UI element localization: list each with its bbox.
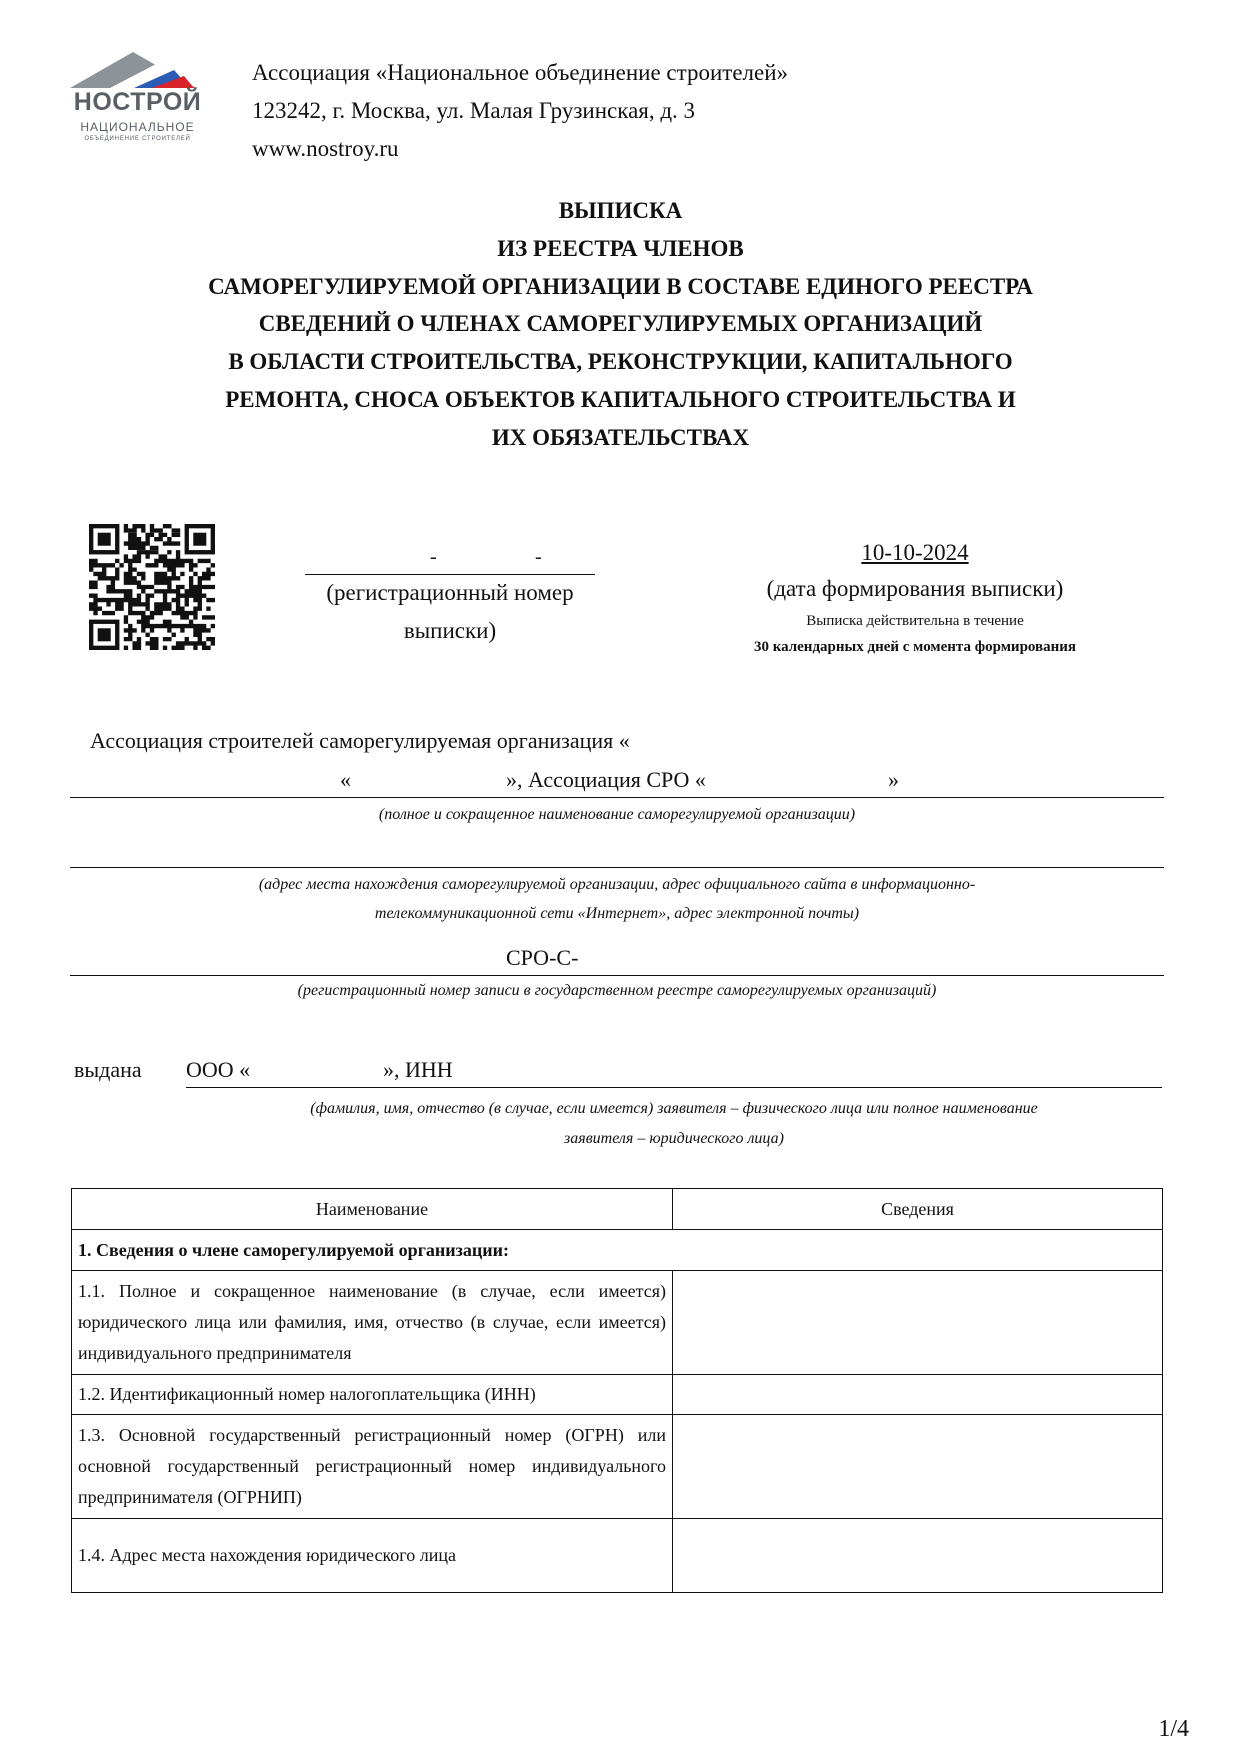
sro-address-rule (70, 867, 1164, 868)
table-row-2-value (673, 1375, 1163, 1415)
member-info-table (71, 1188, 1163, 1593)
table-row-3-name: 1.3. Основной государственный регистрационный номер (ОГРН) или основной государственный регистрационный номер индивидуального предпринимателя (ОГРНИП) (72, 1415, 673, 1519)
qr-code-icon (89, 524, 215, 650)
table-header-row (72, 1189, 1163, 1230)
date-caption: (дата формирования выписки) (766, 576, 1064, 601)
title-line-6: РЕМОНТА, СНОСА ОБЪЕКТОВ КАПИТАЛЬНОГО СТРОИТЕЛЬСТВА И (225, 387, 1016, 412)
registration-number-line (305, 546, 595, 575)
sro-name-short: », Ассоциация СРО « (506, 767, 706, 792)
org-name: Ассоциация «Национальное объединение строителей» (252, 60, 789, 85)
sro-name-close-quote: » (888, 767, 899, 792)
date-value (790, 540, 1040, 566)
logo-subtitle: НАЦИОНАЛЬНОЕ (80, 120, 195, 134)
org-address: 123242, г. Москва, ул. Малая Грузинская, д. 3 (252, 98, 696, 123)
date-value-text: 10-10-2024 (861, 540, 969, 565)
validity-line-1: Выписка действительна в течение (806, 613, 1024, 629)
org-site: www.nostroy.ru (252, 136, 399, 161)
title-line-4: СВЕДЕНИЙ О ЧЛЕНАХ САМОРЕГУЛИРУЕМЫХ ОРГАНИЗАЦИЙ (258, 311, 983, 336)
table-row (72, 1375, 1163, 1415)
table-row-1-name: 1.1. Полное и сокращенное наименование (в случае, если имеется) юридического лица или фамилия, имя, отчество (в случае, если имеется) индивидуального предпринимателя (72, 1271, 673, 1375)
issued-caption-1: (фамилия, имя, отчество (в случае, если имеется) заявителя – физического лица или полное наименование (310, 1100, 1038, 1117)
issued-caption-2: заявителя – юридического лица) (564, 1130, 784, 1147)
nostroy-logo (70, 50, 205, 150)
table-header-info: Сведения (673, 1189, 1163, 1230)
sro-name-line-1: Ассоциация строителей саморегулируемая организация « (90, 728, 630, 753)
issued-org-inn: », ИНН (383, 1057, 453, 1082)
table-header-name: Наименование (72, 1189, 673, 1230)
table-row (72, 1415, 1163, 1519)
issued-label: выдана (74, 1057, 142, 1082)
title-line-2: ИЗ РЕЕСТРА ЧЛЕНОВ (497, 236, 744, 261)
qr-code (89, 524, 215, 650)
table-section-title: 1. Сведения о члене саморегулируемой организации: (72, 1230, 1163, 1271)
sro-address-caption-1: (адрес места нахождения саморегулируемой организации, адрес официального сайта в информационно- (258, 876, 976, 893)
logo-roof-icon (70, 50, 205, 90)
table-row (72, 1519, 1163, 1593)
sro-name-caption: (полное и сокращенное наименование саморегулируемой организации) (378, 806, 856, 823)
issued-rule (186, 1087, 1162, 1088)
table-row-4-value (673, 1519, 1163, 1593)
title-line-1: ВЫПИСКА (558, 198, 683, 223)
logo-title: НОСТРОЙ (73, 88, 202, 116)
title-line-3: САМОРЕГУЛИРУЕМОЙ ОРГАНИЗАЦИИ В СОСТАВЕ ЕДИНОГО РЕЕСТРА (208, 274, 1033, 299)
title-line-5: В ОБЛАСТИ СТРОИТЕЛЬСТВА, РЕКОНСТРУКЦИИ, КАПИТАЛЬНОГО (228, 349, 1013, 374)
table-row-1-value (673, 1271, 1163, 1375)
sro-reg-caption: (регистрационный номер записи в государственном реестре саморегулируемых организаций) (297, 982, 937, 999)
registration-dash-2: - (535, 546, 542, 568)
registration-caption-1: (регистрационный номер (326, 580, 574, 605)
table-row-2-name: 1.2. Идентификационный номер налогоплательщика (ИНН) (72, 1375, 673, 1415)
sro-reg-number: СРО-С- (506, 945, 579, 970)
logo-subtitle-small: ОБЪЕДИНЕНИЕ СТРОИТЕЛЕЙ (84, 136, 191, 142)
validity-line-2: 30 календарных дней с момента формирования (753, 639, 1077, 655)
page-number: 1/4 (1158, 1716, 1189, 1742)
registration-dash-1: - (430, 546, 437, 568)
sro-name-rule (70, 797, 1164, 798)
table-section-row (72, 1230, 1163, 1271)
table-row-3-value (673, 1415, 1163, 1519)
sro-address-caption-2: телекоммуникационной сети «Интернет», адрес электронной почты) (374, 905, 860, 922)
issued-org-open: ООО « (186, 1057, 251, 1082)
sro-reg-rule (70, 975, 1164, 976)
title-line-7: ИХ ОБЯЗАТЕЛЬСТВАХ (491, 425, 750, 450)
registration-caption-2: выписки) (403, 618, 497, 643)
table-row-4-name: 1.4. Адрес места нахождения юридического лица (72, 1519, 673, 1593)
sro-name-open-quote: « (340, 767, 351, 792)
table-row (72, 1271, 1163, 1375)
